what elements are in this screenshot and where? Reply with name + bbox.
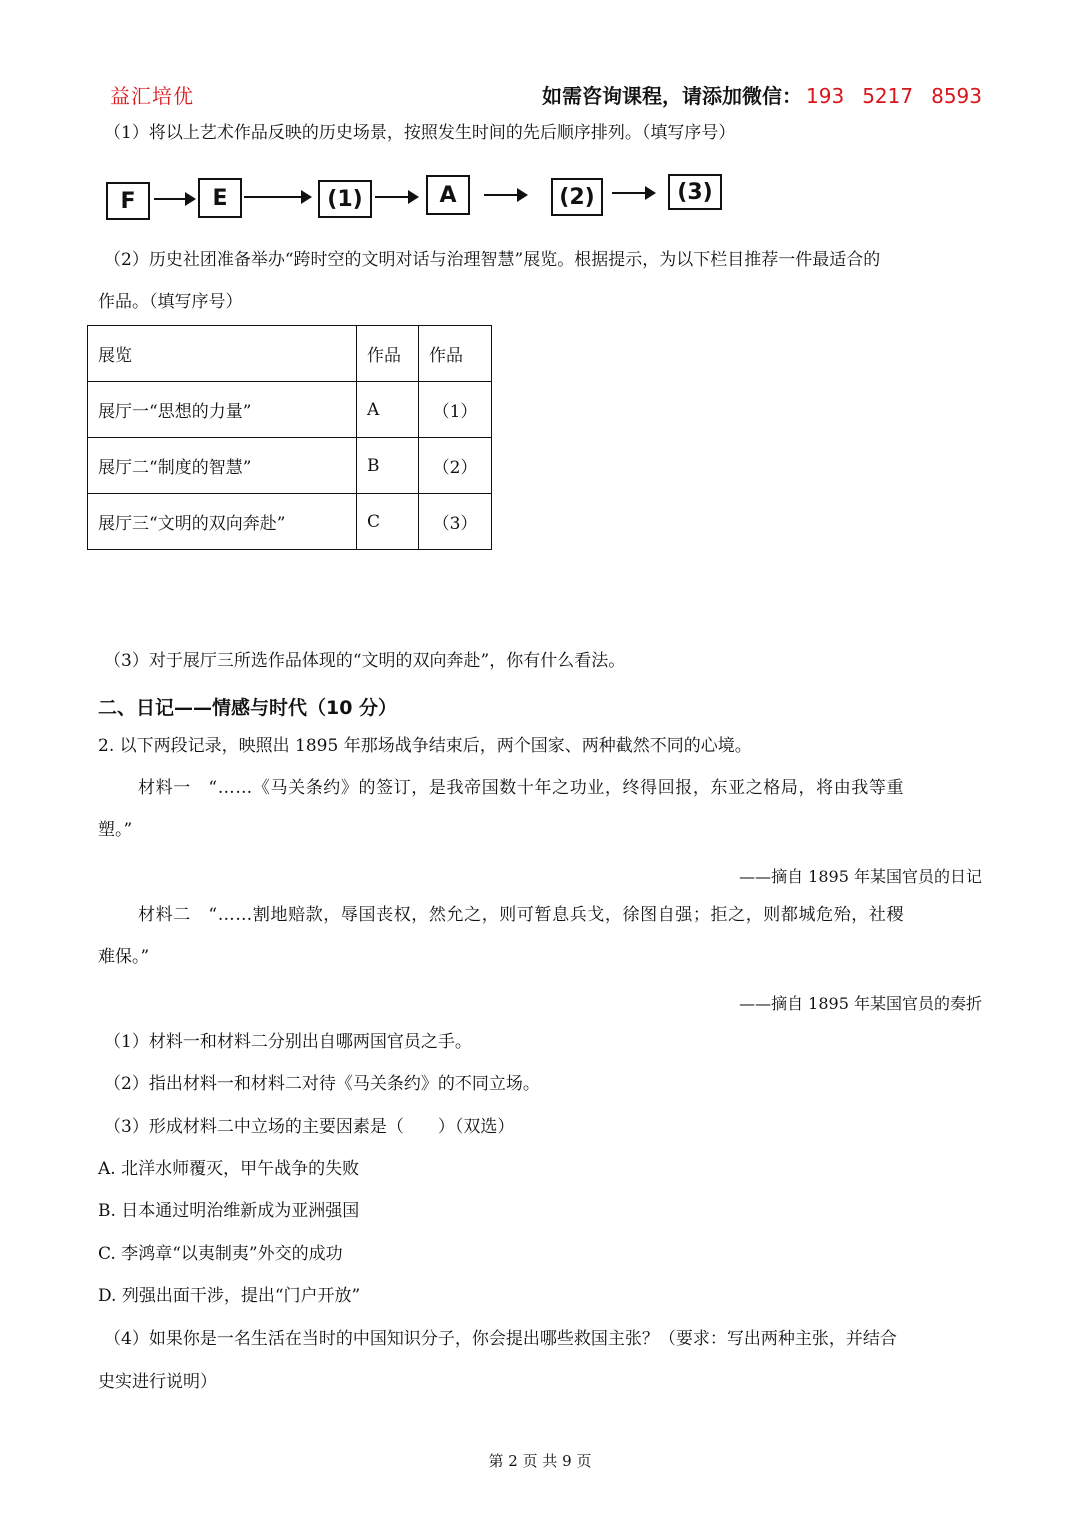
option-a: A. 北洋水师覆灭，甲午战争的失败 bbox=[98, 1159, 360, 1179]
option-b: B. 日本通过明治维新成为亚洲强国 bbox=[98, 1201, 360, 1221]
question-1-3: （3）对于展厅三所选作品体现的“文明的双向奔赴”，你有什么看法。 bbox=[104, 651, 626, 671]
table-cell: A bbox=[357, 382, 419, 438]
table-header: 作品 bbox=[419, 326, 492, 382]
option-c: C. 李鸿章“以夷制夷”外交的成功 bbox=[98, 1244, 343, 1264]
material-2: 材料二 “……割地赔款，辱国丧权，然允之，则可暂息兵戈，徐图自强；拒之，则都城危殆，社稷 bbox=[138, 905, 905, 925]
exhibition-table bbox=[87, 325, 492, 550]
table-row bbox=[88, 494, 492, 550]
table-cell: 展厅二“制度的智慧” bbox=[88, 438, 357, 494]
flow-box: F bbox=[106, 182, 150, 220]
material-1: 材料一 “……《马关条约》的签订，是我帝国数十年之功业，终得回报，东亚之格局，将由我等重 bbox=[138, 778, 905, 798]
question-1-1: （1）将以上艺术作品反映的历史场景，按照发生时间的先后顺序排列。（填写序号） bbox=[104, 123, 736, 143]
contact-info bbox=[542, 80, 982, 109]
flow-box: A bbox=[426, 175, 470, 215]
flow-box: (3) bbox=[668, 174, 722, 210]
table-header: 作品 bbox=[357, 326, 419, 382]
phone-number bbox=[806, 84, 982, 108]
question-2-1: （1）材料一和材料二分别出自哪两国官员之手。 bbox=[104, 1032, 472, 1052]
material-1-source: ——摘自 1895 年某国官员的日记 bbox=[739, 867, 982, 886]
table-cell: （2） bbox=[419, 438, 492, 494]
table-cell: （3） bbox=[419, 494, 492, 550]
question-2-3: （3）形成材料二中立场的主要因素是（ ）（双选） bbox=[104, 1117, 515, 1137]
phone-part: 193 bbox=[806, 84, 845, 108]
flow-box: (1) bbox=[318, 180, 372, 218]
arrow-icon bbox=[612, 192, 654, 194]
contact-label: 如需咨询课程，请添加微信： bbox=[542, 84, 802, 108]
table-cell: B bbox=[357, 438, 419, 494]
arrow-icon bbox=[484, 194, 526, 196]
table-cell: 展厅一“思想的力量” bbox=[88, 382, 357, 438]
table-row bbox=[88, 382, 492, 438]
arrow-icon bbox=[244, 196, 310, 198]
option-d: D. 列强出面干涉，提出“门户开放” bbox=[98, 1286, 361, 1306]
table-header: 展览 bbox=[88, 326, 357, 382]
question-1-2-cont: 作品。（填写序号） bbox=[98, 292, 243, 312]
material-2-cont: 难保。” bbox=[98, 947, 150, 967]
table-header-row bbox=[88, 326, 492, 382]
flow-box: E bbox=[198, 178, 242, 218]
question-2-intro: 2. 以下两段记录，映照出 1895 年那场战争结束后，两个国家、两种截然不同的心境。 bbox=[98, 736, 752, 756]
question-2-4: （4）如果你是一名生活在当时的中国知识分子，你会提出哪些救国主张？（要求：写出两种主张，并结合 bbox=[104, 1329, 897, 1349]
arrow-icon bbox=[375, 196, 417, 198]
section-title: 二、日记——情感与时代（10 分） bbox=[98, 697, 398, 719]
question-1-2: （2）历史社团准备举办“跨时空的文明对话与治理智慧”展览。根据提示，为以下栏目推荐一件最适合的 bbox=[104, 250, 881, 270]
brand-name: 益汇培优 bbox=[110, 84, 194, 108]
table-row bbox=[88, 438, 492, 494]
table-cell: 展厅三“文明的双向奔赴” bbox=[88, 494, 357, 550]
material-1-cont: 塑。” bbox=[98, 820, 133, 840]
question-2-2: （2）指出材料一和材料二对待《马关条约》的不同立场。 bbox=[104, 1074, 540, 1094]
question-2-4-cont: 史实进行说明） bbox=[98, 1372, 217, 1392]
page-number: 第 2 页 共 9 页 bbox=[488, 1452, 592, 1470]
phone-part: 5217 bbox=[862, 84, 914, 108]
material-2-source: ——摘自 1895 年某国官员的奏折 bbox=[739, 994, 982, 1013]
flow-box: (2) bbox=[551, 178, 603, 216]
table-cell: C bbox=[357, 494, 419, 550]
table-cell: （1） bbox=[419, 382, 492, 438]
phone-part: 8593 bbox=[931, 84, 982, 108]
arrow-icon bbox=[154, 198, 194, 200]
